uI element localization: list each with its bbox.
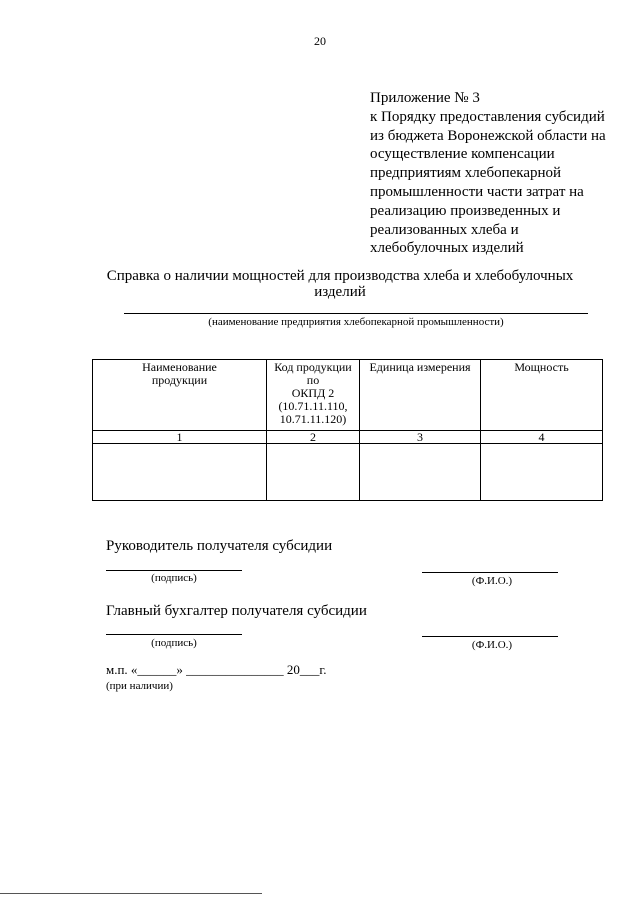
head-signature-line[interactable] [106, 570, 242, 571]
appendix-line: промышленности части затрат на [370, 183, 584, 200]
header-product-name: Наименование продукции [93, 360, 267, 431]
head-name-caption: (Ф.И.О.) [471, 575, 513, 587]
column-number: 3 [360, 431, 481, 444]
table-number-row [93, 431, 603, 444]
appendix-line: хлебобулочных изделий [370, 240, 524, 257]
accountant-signature-line[interactable] [106, 634, 242, 635]
appendix-line: реализацию произведенных и [370, 202, 561, 219]
appendix-header [370, 89, 630, 258]
empty-cell[interactable] [93, 444, 267, 501]
empty-cell[interactable] [360, 444, 481, 501]
column-number: 4 [481, 431, 603, 444]
title-line-2: изделий [314, 284, 366, 300]
appendix-line: Приложение № 3 [370, 90, 480, 106]
accountant-name-line[interactable] [422, 636, 558, 637]
head-label: Руководитель получателя субсидии [106, 538, 333, 554]
column-number: 2 [267, 431, 360, 444]
empty-cell[interactable] [267, 444, 360, 501]
footnote-divider [0, 893, 262, 894]
appendix-line: из бюджета Воронежской области на [370, 127, 606, 144]
accountant-signature-caption: (подпись) [151, 637, 197, 649]
enterprise-caption: (наименование предприятия хлебопекарной промышленности) [208, 316, 504, 328]
capacity-table [92, 359, 603, 501]
head-signature-caption: (подпись) [151, 572, 197, 584]
title-line-1: Справка о наличии мощностей для производства хлеба и хлебобулочных [106, 268, 574, 284]
accountant-label: Главный бухгалтер получателя субсидии [106, 603, 367, 619]
head-name-line[interactable] [422, 572, 558, 573]
appendix-line: к Порядку предоставления субсидий [370, 108, 605, 125]
page-number: 20 [314, 34, 326, 48]
stamp-date-line[interactable]: м.п. «______» _______________ 20___г. [106, 662, 327, 677]
stamp-note: (при наличии) [106, 680, 173, 692]
accountant-name-caption: (Ф.И.О.) [471, 639, 513, 651]
table-row [93, 444, 603, 501]
enterprise-name-line[interactable] [124, 313, 588, 314]
header-unit: Единица измерения [360, 360, 481, 431]
document-title [60, 268, 620, 300]
header-capacity: Мощность [481, 360, 603, 431]
column-number: 1 [93, 431, 267, 444]
empty-cell[interactable] [481, 444, 603, 501]
appendix-line: предприятиям хлебопекарной [370, 165, 562, 182]
appendix-line: осуществление компенсации [370, 146, 555, 163]
header-product-code: Код продукции по ОКПД 2 (10.71.11.110, 10.71.11.120) [267, 360, 360, 431]
appendix-line: реализованных хлеба и [370, 221, 519, 238]
table-header-row [93, 360, 603, 431]
